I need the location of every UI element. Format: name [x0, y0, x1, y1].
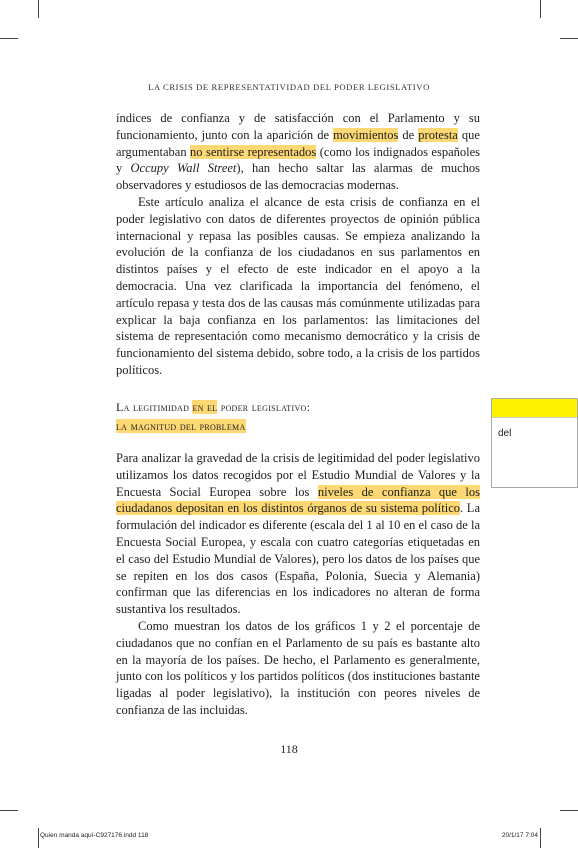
text-run: (como los indignados españoles y: [116, 144, 481, 176]
highlight[interactable]: la magnitud del problema: [116, 419, 246, 433]
page-number: 118: [280, 742, 298, 756]
highlight[interactable]: protesta: [418, 127, 458, 142]
text-run: Para analizar la gravedad de la crisis de legitimidad del poder legislativo utilizamos los datos recogidos por el Estudio Mundial de Valores y la Encuesta Social Europea sobre los: [116, 451, 480, 499]
crop-mark: [540, 0, 541, 18]
crop-mark: [38, 0, 39, 18]
paragraph-1: [116, 110, 480, 194]
highlight[interactable]: movimientos: [333, 127, 399, 142]
comment-note[interactable]: [491, 398, 578, 488]
text-run: ), han hecho saltar las alarmas de muchos observadores y estudiosos de las democracias modernas.: [116, 161, 481, 193]
comment-note-text: del: [498, 428, 512, 439]
crop-mark: [38, 828, 39, 848]
text-run: índices de confianza y de satisfacción con el Parlamento y su funcionamiento, junto con la aparición de: [116, 111, 480, 142]
running-head: LA CRISIS DE REPRESENTATIVIDAD DEL PODER LEGISLATIVO: [148, 82, 430, 92]
text-run: de: [398, 127, 419, 142]
text-run: . La formulación del indicador es diferente (escala del 1 al 10 en el caso de la Encuesta Social Europea, y escala con cuatro categorías etiquetadas en el caso del Estudio Mundial de Valores), pero los datos de los países que se repiten en los dos casos (España, Polonia, Suecia y Alemania) confirman que las diferencias en los indicadores no alteran de forma sustantiva los resultados.: [116, 501, 480, 617]
comment-note-header: [492, 399, 577, 418]
crop-mark: [0, 38, 18, 39]
paragraph-3: [116, 450, 480, 618]
crop-mark: [540, 828, 541, 848]
crop-mark: [560, 38, 578, 39]
body-bottom: [116, 450, 480, 719]
section-heading: [116, 398, 480, 436]
paragraph-4: Como muestran los datos de los gráficos 1 y 2 el porcentaje de ciudadanos que no confían en el Parlamento de su país es bastante alto en la mayoría de los países. De hecho, el Parlamento es generalmente, junto con los políticos y los partidos políticos (dos instituciones bastante ligadas al poder legislativo), la institución con peores niveles de confianza de las incluidas.: [116, 618, 480, 717]
section-heading-line-1: [116, 398, 480, 417]
text-run: La legitimidad: [116, 400, 193, 414]
highlight[interactable]: niveles de confianza que los ciudadanos depositan en los distintos órganos de su sistema político: [116, 484, 480, 516]
text-run: poder legislativo:: [217, 400, 311, 414]
body-top: [116, 110, 480, 379]
highlight[interactable]: en el: [192, 400, 218, 414]
highlight[interactable]: no sentirse representados: [190, 144, 317, 159]
section-heading-line-2: [116, 417, 480, 436]
paragraph-2: Este artículo analiza el alcance de esta crisis de confianza en el poder legislativo con datos de diferentes proyectos de opinión pública internacional y repasa las posibles causas. Se empieza analizando la evolución de la confianza de los ciudadanos en sus parlamentos en distintos países y el efecto de este indicador en el apoyo a la democracia. Una vez clarificada la importancia del fenómeno, el artículo repasa y testa dos de las causas más comúnmente utilizadas para explicar la baja confianza en los parlamentos: las limitaciones del sistema de representación como mecanismo democrático y la crisis de funcionamiento del sistema debido, sobre todo, a la crisis de los partidos políticos.: [116, 194, 480, 377]
crop-mark: [560, 810, 578, 811]
footer-date: 20/1/17 7:04: [501, 832, 538, 839]
crop-mark: [0, 810, 18, 811]
footer-file-info: Quien manda aquí-C927176.indd 118: [40, 832, 149, 839]
text-run: que argumentaban: [116, 127, 480, 159]
italic-text: Occupy Wall Street: [130, 161, 237, 176]
